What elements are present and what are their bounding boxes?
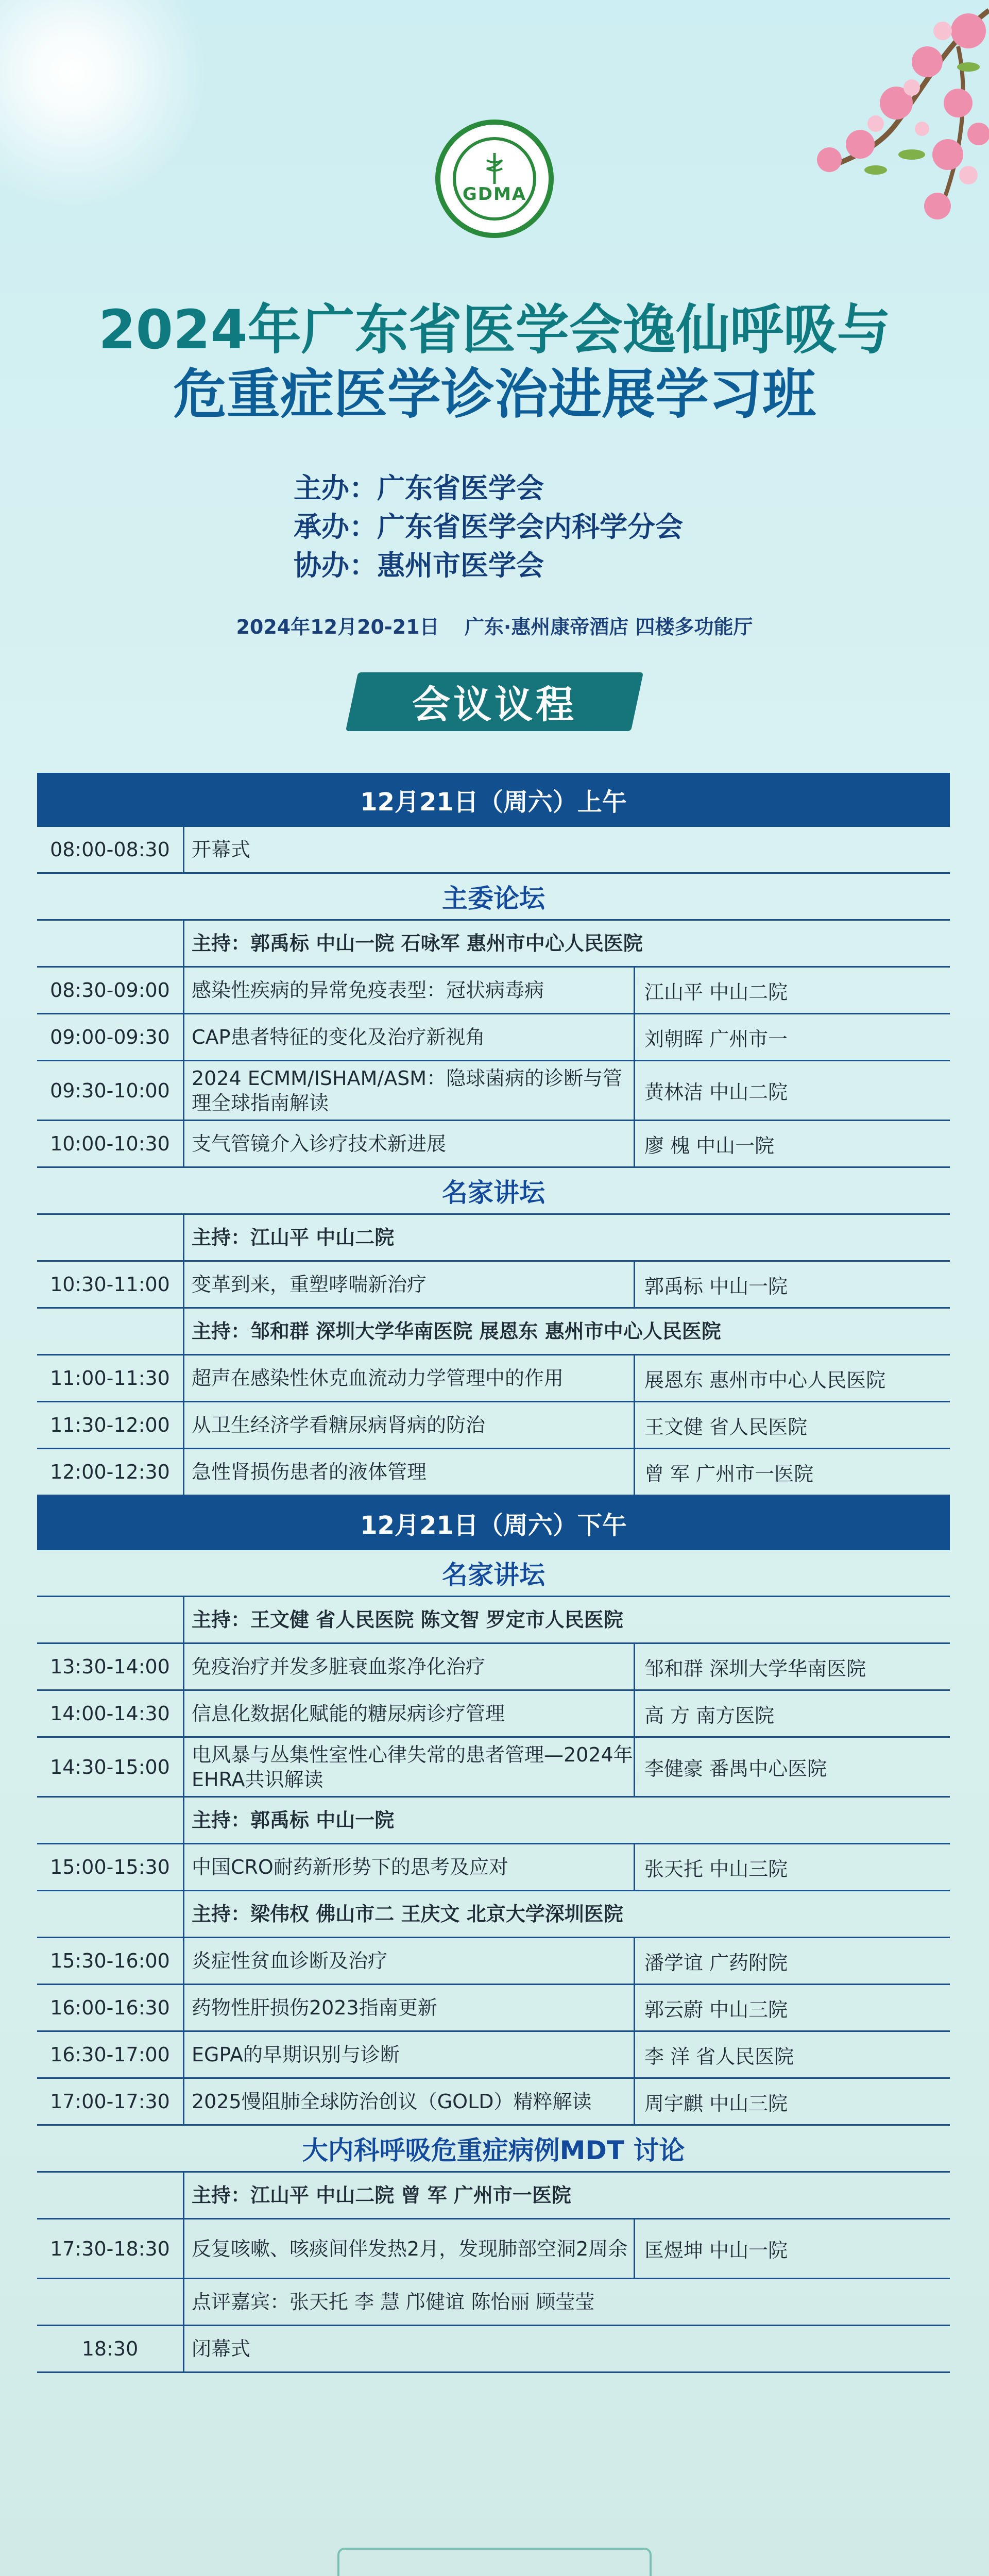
row-topic: 2024 ECMM/ISHAM/ASM：隐球菌病的诊断与管理全球指南解读 [192,1066,623,1114]
row-topic: 免疫治疗并发多脏衰血浆净化治疗 [192,1655,486,1678]
table-row [37,1938,950,1985]
sun-glow [0,0,206,206]
section-heading: 主委论坛 [37,874,950,921]
row-topic: 感染性疾病的异常免疫表型：冠状病毒病 [192,979,544,1002]
table-row [37,2079,950,2126]
table-row [37,1121,950,1168]
row-speaker: 李 洋 省人民医院 [634,2032,950,2077]
table-row [37,827,950,874]
host-row [37,1597,950,1644]
row-topic: 2025慢阻肺全球防治创议（GOLD）精粹解读 [192,2090,592,2113]
host-row [37,1891,950,1938]
row-speaker: 王文健 省人民医院 [634,1402,950,1448]
host-row [37,1798,950,1844]
row-time: 12:00-12:30 [37,1449,184,1495]
agenda-title: 会议议程 [412,683,577,727]
row-topic: 支气管镜介入诊疗技术新进展 [192,1132,447,1155]
row-topic: 信息化数据化赋能的糖尿病诊疗管理 [192,1702,505,1725]
blossom-branch-decoration [742,0,989,278]
row-topic: 电风暴与丛集性室性心律失常的患者管理—2024年EHRA共识解读 [192,1743,633,1791]
host-text: 主持：王文健 省人民医院 陈文智 罗定市人民医院 [192,1608,623,1631]
row-speaker: 邹和群 深圳大学华南医院 [634,1644,950,1689]
row-time: 09:00-09:30 [37,1014,184,1060]
row-speaker: 潘学谊 广药附院 [634,1938,950,1984]
day-band-afternoon: 12月21日（周六）下午 [37,1496,950,1550]
row-topic: CAP患者特征的变化及治疗新视角 [192,1026,485,1048]
table-row [37,1262,950,1309]
row-time-empty [37,921,184,966]
comment-row [37,2279,950,2326]
row-time: 16:00-16:30 [37,1985,184,2030]
table-row [37,1691,950,1738]
event-date: 2024年12月20-21日 [236,616,439,638]
section-heading: 大内科呼吸危重症病例MDT 讨论 [37,2126,950,2173]
row-topic: 急性肾损伤患者的液体管理 [192,1461,427,1483]
row-time: 17:00-17:30 [37,2079,184,2124]
row-time: 09:30-10:00 [37,1061,184,1120]
table-row [37,1844,950,1891]
row-speaker: 周宇麒 中山三院 [634,2079,950,2124]
section-heading: 名家讲坛 [37,1550,950,1597]
event-meta [0,611,989,639]
row-time: 14:00-14:30 [37,1691,184,1736]
row-time: 16:30-17:00 [37,2032,184,2077]
host-row [37,1309,950,1355]
row-topic: 超声在感染性休克血流动力学管理中的作用 [192,1367,564,1389]
page-title-line2: 危重症医学诊治进展学习班 [173,363,816,426]
host-text: 主持：梁伟权 佛山市二 王庆文 北京大学深圳医院 [192,1903,623,1925]
row-time: 08:00-08:30 [37,827,184,872]
table-row [37,1738,950,1798]
row-time-empty [37,1597,184,1642]
row-time-empty [37,1891,184,1937]
row-speaker: 张天托 中山三院 [634,1844,950,1890]
qr-card [337,2548,652,2576]
section-heading: 名家讲坛 [37,1168,950,1215]
table-row [37,2326,950,2373]
table-row [37,1644,950,1691]
row-speaker: 曾 军 广州市一医院 [634,1449,950,1495]
row-topic: 药物性肝损伤2023指南更新 [192,1996,437,2019]
logo-text: GDMA [462,184,527,205]
host-row [37,921,950,968]
row-speaker: 郭禹标 中山一院 [634,1262,950,1307]
row-topic: EGPA的早期识别与诊断 [192,2043,400,2066]
row-time: 15:00-15:30 [37,1844,184,1890]
table-row [37,1985,950,2032]
row-time-empty [37,1309,184,1354]
undertaking-organizer: 承办：广东省医学会内科学分会 [294,511,683,543]
table-row [37,1355,950,1402]
co-organizer: 协办：惠州市医学会 [294,549,544,582]
host-row [37,2173,950,2219]
host-organizer: 主办：广东省医学会 [294,472,544,504]
row-speaker: 展恩东 惠州市中心人民医院 [634,1355,950,1401]
row-time: 15:30-16:00 [37,1938,184,1984]
row-time: 11:00-11:30 [37,1355,184,1401]
caduceus-icon [482,153,507,184]
row-topic: 反复咳嗽、咳痰间伴发热2月，发现肺部空洞2周余 [192,2237,628,2260]
row-topic: 炎症性贫血诊断及治疗 [192,1950,388,1972]
row-time-empty [37,2279,184,2325]
row-time-empty [37,2173,184,2218]
row-speaker: 黄林洁 中山二院 [634,1061,950,1120]
row-speaker: 廖 槐 中山一院 [634,1121,950,1166]
day-band-morning: 12月21日（周六）上午 [37,773,950,827]
gdma-logo [435,120,554,238]
row-speaker: 李健豪 番禺中心医院 [634,1738,950,1796]
row-speaker: 江山平 中山二院 [634,968,950,1013]
table-row [37,1402,950,1449]
table-row [37,1014,950,1061]
row-topic: 从卫生经济学看糖尿病肾病的防治 [192,1414,486,1436]
row-speaker: 匡煜坤 中山一院 [634,2219,950,2278]
table-row [37,2219,950,2279]
row-speaker: 高 方 南方医院 [634,1691,950,1736]
table-row [37,2032,950,2079]
row-topic: 中国CRO耐药新形势下的思考及应对 [192,1856,508,1878]
row-time: 14:30-15:00 [37,1738,184,1796]
table-row [37,1449,950,1496]
row-time: 08:30-09:00 [37,968,184,1013]
row-time: 11:30-12:00 [37,1402,184,1448]
row-time: 10:00-10:30 [37,1121,184,1166]
row-topic: 变革到来，重塑哮喘新治疗 [192,1273,427,1296]
host-text: 主持：江山平 中山二院 [192,1226,395,1249]
host-row [37,1215,950,1262]
host-text: 主持：邹和群 深圳大学华南医院 展恩东 惠州市中心人民医院 [192,1320,721,1343]
row-speaker: 郭云蔚 中山三院 [634,1985,950,2030]
host-text: 主持：郭禹标 中山一院 石咏军 惠州市中心人民医院 [192,932,643,955]
agenda-table [37,773,950,2373]
table-row [37,1061,950,1121]
row-topic: 闭幕式 [192,2337,251,2360]
host-text: 主持：江山平 中山二院 曾 军 广州市一医院 [192,2184,571,2207]
row-time-empty [37,1798,184,1843]
row-time: 10:30-11:00 [37,1262,184,1307]
host-text: 主持：郭禹标 中山一院 [192,1809,395,1832]
row-topic: 开幕式 [192,838,251,861]
row-time: 18:30 [37,2326,184,2371]
row-time: 17:30-18:30 [37,2219,184,2278]
agenda-title-badge [346,672,643,731]
table-row [37,968,950,1014]
comment-guests: 点评嘉宾：张天托 李 慧 邝健谊 陈怡丽 顾莹莹 [192,2291,595,2313]
row-speaker: 刘朝晖 广州市一 [634,1014,950,1060]
event-venue: 广东·惠州康帝酒店 四楼多功能厅 [464,616,753,638]
page-title-line1: 2024年广东省医学会逸仙呼吸与 [98,298,891,361]
row-time: 13:30-14:00 [37,1644,184,1689]
row-time-empty [37,1215,184,1260]
